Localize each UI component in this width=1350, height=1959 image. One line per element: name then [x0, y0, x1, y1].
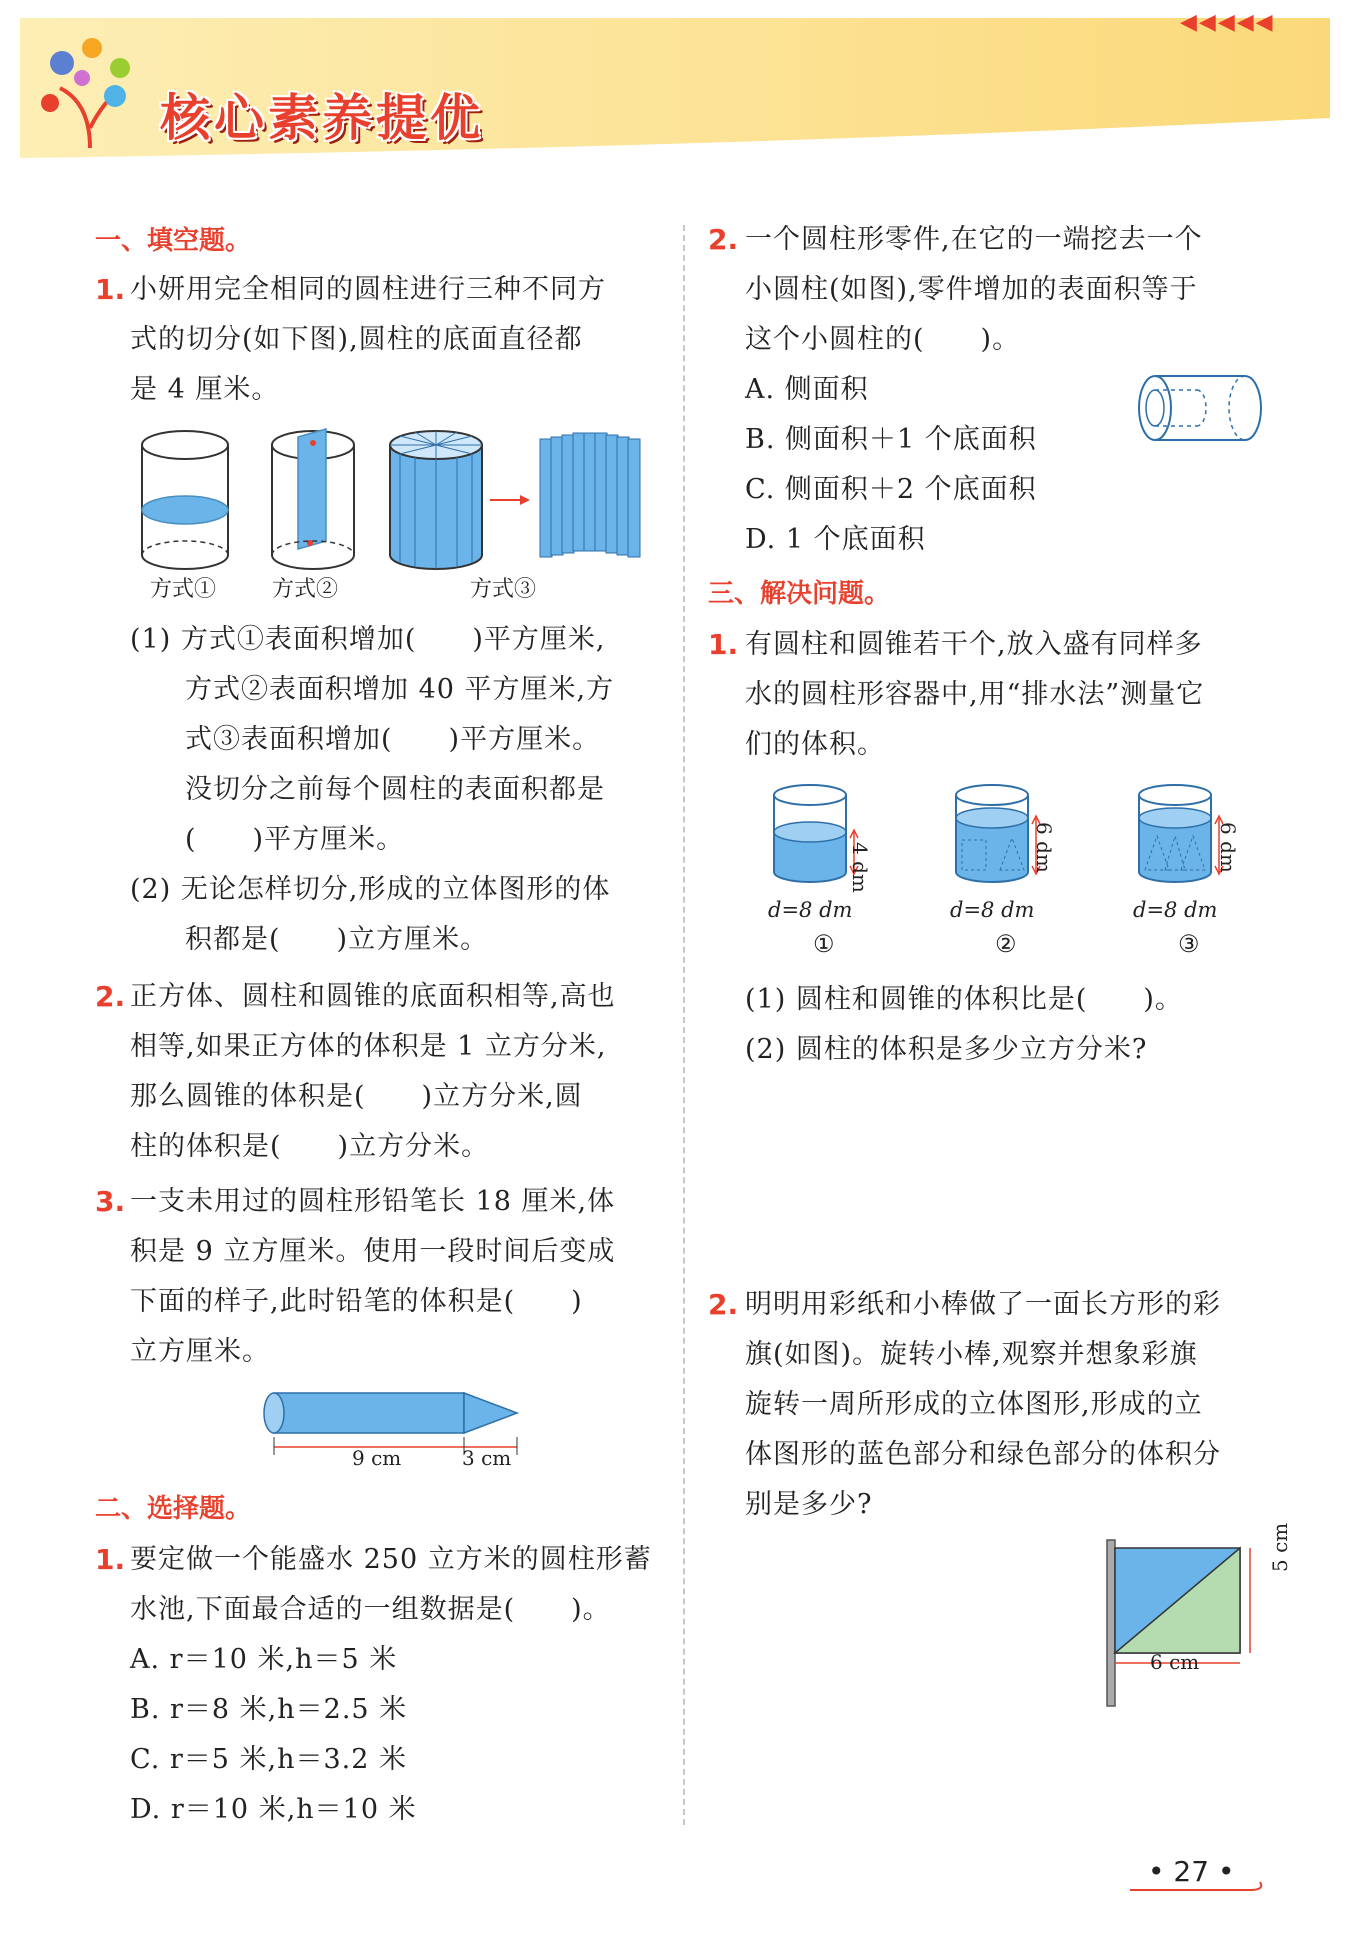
- question-text: 小妍用完全相同的圆柱进行三种不同方: [130, 274, 606, 305]
- figure-number: ③: [1178, 930, 1200, 958]
- option-text: B. r＝8 米,h＝2.5 米: [130, 1694, 408, 1725]
- sub-question-text: 积都是( )立方厘米。: [185, 924, 489, 955]
- page-title: 核心素养提优: [160, 89, 484, 147]
- arrow-icon: [490, 495, 530, 505]
- diameter-label: d=8 dm: [1133, 898, 1218, 922]
- question-text: 有圆柱和圆锥若干个,放入盛有同样多: [745, 629, 1203, 660]
- sub-question-text: 方式②表面积增加 40 平方厘米,方: [185, 674, 615, 705]
- decorative-arrows: ◀◀◀◀◀: [1180, 10, 1275, 35]
- cylinder-way-2: [272, 429, 354, 569]
- sub-question-text: (1) 圆柱和圆锥的体积比是( )。: [745, 984, 1183, 1015]
- sub-question-text: (2) 无论怎样切分,形成的立体图形的体: [130, 874, 611, 905]
- question-text: 正方体、圆柱和圆锥的底面积相等,高也: [130, 981, 616, 1012]
- question-text: 式的切分(如下图),圆柱的底面直径都: [130, 324, 583, 355]
- diameter-label: d=8 dm: [768, 898, 853, 922]
- container-figure-1: [770, 780, 890, 890]
- sub-question-text: 没切分之前每个圆柱的表面积都是: [185, 774, 605, 805]
- cylinder-cuts-figure: [140, 425, 700, 575]
- question-text: 要定做一个能盛水 250 立方米的圆柱形蓄: [130, 1544, 652, 1575]
- question-text: 别是多少?: [745, 1489, 873, 1520]
- question-text: 立方厘米。: [130, 1336, 270, 1367]
- option-text: D. r＝10 米,h＝10 米: [130, 1794, 417, 1825]
- dimension-label: 9 cm: [352, 1446, 402, 1470]
- option-text: A. r＝10 米,h＝5 米: [130, 1644, 398, 1675]
- section-fill-in-title: 一、填空题。: [95, 226, 252, 256]
- dimension-label: 3 cm: [462, 1446, 512, 1470]
- question-text: 水池,下面最合适的一组数据是( )。: [130, 1594, 611, 1625]
- option-text: A. 侧面积: [745, 374, 869, 405]
- section-choice-title: 二、选择题。: [95, 1494, 252, 1524]
- question-text: 这个小圆柱的( )。: [745, 324, 1021, 355]
- sub-question-text: (1) 方式①表面积增加( )平方厘米,: [130, 624, 606, 655]
- question-number: 3.: [95, 1185, 126, 1218]
- flag-height-label: 5 cm: [1268, 1522, 1292, 1572]
- question-text: 旗(如图)。旋转小棒,观察并想象彩旗: [745, 1339, 1198, 1370]
- flag-figure: [1105, 1538, 1265, 1718]
- flag-width-label: 6 cm: [1150, 1650, 1200, 1674]
- question-text: 明明用彩纸和小棒做了一面长方形的彩: [745, 1289, 1221, 1320]
- question-text: 水的圆柱形容器中,用“排水法”测量它: [745, 679, 1205, 710]
- question-number: 2.: [708, 223, 739, 256]
- question-text: 相等,如果正方体的体积是 1 立方分米,: [130, 1031, 607, 1062]
- question-text: 体图形的蓝色部分和绿色部分的体积分: [745, 1439, 1221, 1470]
- cylinder-way-3-whole: [390, 431, 482, 569]
- question-number: 1.: [95, 1543, 126, 1576]
- sub-question-text: ( )平方厘米。: [185, 824, 405, 855]
- hollow-cylinder-part-figure: [1135, 372, 1275, 452]
- sub-question-text: 式③表面积增加( )平方厘米。: [185, 724, 601, 755]
- page-number: • 27 •: [1148, 1855, 1235, 1888]
- figure-number: ②: [995, 930, 1017, 958]
- height-label: 6 dm: [1032, 822, 1056, 873]
- question-text: 积是 9 立方厘米。使用一段时间后变成: [130, 1236, 616, 1267]
- question-text: 一支未用过的圆柱形铅笔长 18 厘米,体: [130, 1186, 616, 1217]
- question-number: 1.: [95, 273, 126, 306]
- figure-number: ①: [813, 930, 835, 958]
- question-text: 一个圆柱形零件,在它的一端挖去一个: [745, 224, 1203, 255]
- question-text: 们的体积。: [745, 729, 885, 760]
- figure-label: 方式②: [272, 577, 339, 602]
- sub-question-text: (2) 圆柱的体积是多少立方分米?: [745, 1034, 1148, 1065]
- option-text: C. r＝5 米,h＝3.2 米: [130, 1744, 408, 1775]
- section-solve-title: 三、解决问题。: [708, 579, 891, 609]
- figure-label: 方式①: [150, 577, 217, 602]
- question-text: 是 4 厘米。: [130, 374, 280, 405]
- option-text: C. 侧面积＋2 个底面积: [745, 474, 1037, 505]
- diameter-label: d=8 dm: [950, 898, 1035, 922]
- cylinder-way-1: [142, 431, 228, 569]
- question-number: 1.: [708, 628, 739, 661]
- option-text: D. 1 个底面积: [745, 524, 926, 555]
- question-text: 下面的样子,此时铅笔的体积是( ): [130, 1286, 583, 1317]
- question-text: 柱的体积是( )立方分米。: [130, 1131, 490, 1162]
- figure-label: 方式③: [470, 577, 537, 602]
- question-text: 那么圆锥的体积是( )立方分米,圆: [130, 1081, 583, 1112]
- question-text: 小圆柱(如图),零件增加的表面积等于: [745, 274, 1198, 305]
- cylinder-way-3-sliced: [540, 433, 640, 557]
- question-number: 2.: [95, 980, 126, 1013]
- page-number-underline: [1130, 1880, 1270, 1900]
- height-label: 4 dm: [848, 842, 872, 893]
- question-number: 2.: [708, 1288, 739, 1321]
- question-text: 旋转一周所形成的立体图形,形成的立: [745, 1389, 1203, 1420]
- option-text: B. 侧面积＋1 个底面积: [745, 424, 1037, 455]
- height-label: 6 dm: [1216, 822, 1240, 873]
